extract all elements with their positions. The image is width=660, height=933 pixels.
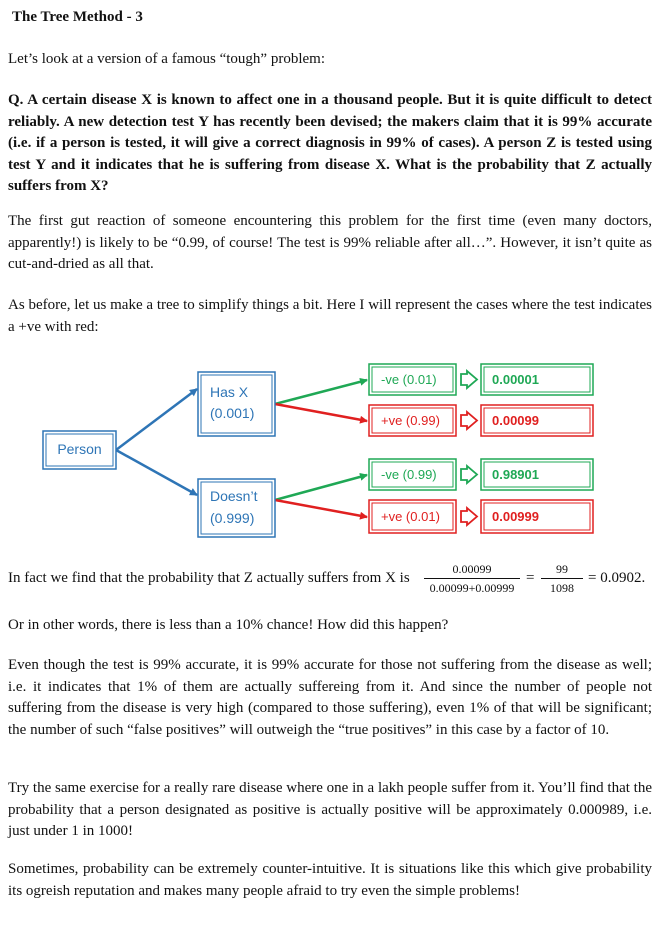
branch-has-pos (275, 404, 367, 421)
node-person-label: Person (57, 441, 102, 457)
leaf-not-neg-result (481, 459, 593, 490)
leaf-has-neg-result (481, 364, 593, 395)
implies-arrow-4 (461, 508, 477, 525)
probability-tree-diagram (0, 355, 660, 545)
branch-not-neg (275, 475, 367, 500)
leaf-has-pos-result (481, 405, 593, 436)
leaf-not-pos (369, 500, 456, 533)
implies-arrow-1 (461, 371, 477, 388)
leaf-not-neg-label: -ve (0.99) (381, 467, 437, 482)
fraction-1 (424, 562, 520, 595)
branch-not-pos (275, 500, 367, 517)
less-chance-paragraph: Or in other words, there is less than a 10% chance! How did this happen? (8, 617, 449, 633)
implies-arrow-3 (461, 466, 477, 483)
leaf-has-pos (369, 405, 456, 436)
implies-arrow-2 (461, 412, 477, 429)
node-doesnt-line1: Doesn’t (210, 488, 258, 504)
fraction-1-numerator: 0.00099 (424, 562, 520, 579)
leaf-not-pos-result (481, 500, 593, 533)
branch-has-neg (275, 380, 367, 404)
branch-person-not (116, 450, 197, 495)
intro-paragraph: Let’s look at a version of a famous “tough” problem: (8, 51, 325, 67)
leaf-has-pos-label: +ve (0.99) (381, 413, 440, 428)
fraction-2-denominator: 1098 (550, 581, 574, 595)
leaf-not-pos-value: 0.00999 (492, 509, 539, 524)
page-title: The Tree Method - 3 (12, 9, 143, 25)
fraction-2 (541, 562, 583, 595)
leaf-has-pos-value: 0.00099 (492, 413, 539, 428)
fraction-prefix: In fact we find that the probability that Z actually suffers from X is (8, 570, 410, 586)
explanation-paragraph: Even though the test is 99% accurate, it is 99% accurate for those not suffering from the disease as well; i.e. it indicates that 1% of them are actually suffereing from it. And since the number of people not suffering from the disease is very high (compared to those suffering), even 1% of that will be significant; the number of such “false positives” will outweigh the “true positives” in this case by a factor of 10. (8, 657, 652, 738)
fraction-sentence (8, 562, 658, 598)
fraction-result: = 0.0902. (588, 570, 646, 586)
leaf-has-neg-value: 0.00001 (492, 372, 539, 387)
leaf-not-pos-label: +ve (0.01) (381, 509, 440, 524)
node-doesnt (198, 479, 275, 537)
leaf-has-neg-label: -ve (0.01) (381, 372, 437, 387)
leaf-has-neg (369, 364, 456, 395)
node-has-x (198, 372, 275, 436)
fraction-2-numerator: 99 (541, 562, 583, 579)
fraction-1-denominator: 0.00099+0.00999 (429, 581, 515, 595)
branch-person-has (116, 389, 197, 450)
node-has-x-line2: (0.001) (210, 405, 255, 421)
question-paragraph: Q. A certain disease X is known to affect one in a thousand people. But it is quite difficult to detect reliably. A new detection test Y has recently been devised; the makers claim that it is 99% accurate (i.e. if a person is tested, it will give a correct diagnosis in 99% of cases). A person Z is tested using test Y and it indicates that he is suffering from disease X. What is the probability that Z actually suffers from X? (8, 92, 652, 194)
node-has-x-line1: Has X (210, 384, 249, 400)
node-person (43, 431, 116, 469)
fraction-equals: = (526, 570, 535, 586)
leaf-not-neg-value: 0.98901 (492, 467, 539, 482)
tree-intro-paragraph: As before, let us make a tree to simplify things a bit. Here I will represent the cases where the test indicates a +ve with red: (8, 297, 652, 335)
closing-paragraph: Sometimes, probability can be extremely counter-intuitive. It is situations like this which give probability its ogreish reputation and makes many people afraid to try even the simple problems! (8, 861, 652, 899)
node-doesnt-line2: (0.999) (210, 510, 255, 526)
gut-reaction-paragraph: The first gut reaction of someone encountering this problem for the first time (even many doctors, apparently!) is likely to be “0.99, of course! The test is 99% reliable after all…”. However, it isn’t quite as cut-and-dried as all that. (8, 213, 652, 272)
leaf-not-neg (369, 459, 456, 490)
try-exercise-paragraph: Try the same exercise for a really rare disease where one in a lakh people suffer from it. You’ll find that the probability that a person designated as positive is actually positive will be approximately 0.000989, i.e. just under 1 in 1000! (8, 780, 652, 839)
